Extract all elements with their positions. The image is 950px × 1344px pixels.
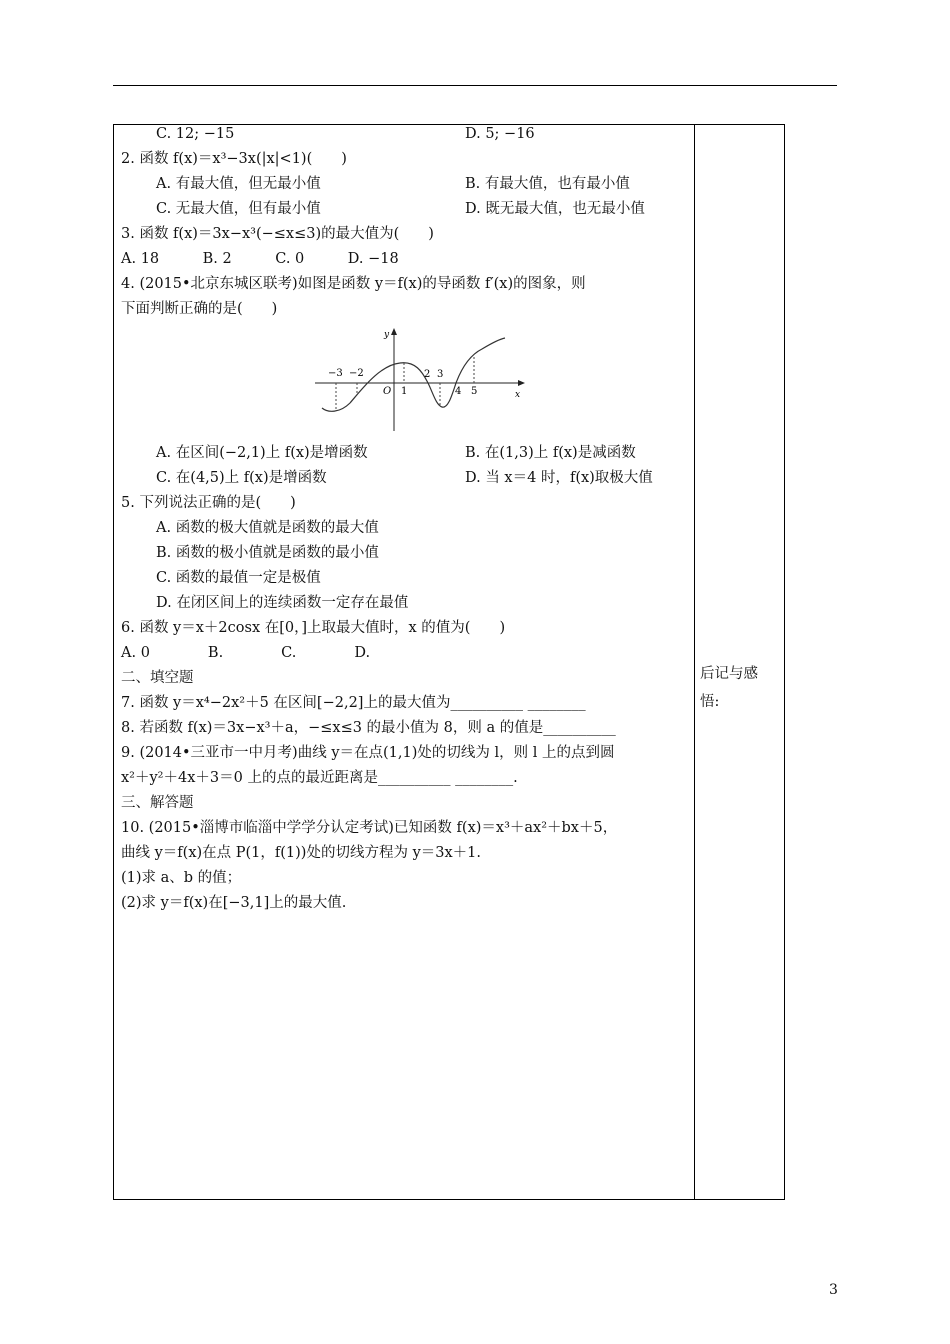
side-note: 后记与感 悟: (700, 666, 758, 710)
text-line: A. 有最大值，但无最小值 (156, 176, 321, 192)
text-line: 三、解答题 (121, 795, 194, 811)
text-line: 8. 若函数 f(x)＝3x−x³＋a，−≤x≤3 的最小值为 8，则 a 的值是__________ (121, 720, 616, 736)
tick-label-5: 5 (471, 386, 478, 397)
tick-label-4: 4 (455, 386, 462, 397)
y-axis-label: y (384, 330, 390, 340)
text-line: D. 既无最大值，也无最小值 (465, 201, 645, 217)
text-line: B. 函数的极小值就是函数的最小值 (156, 545, 379, 561)
text-line: (1)求 a、b 的值； (121, 870, 242, 886)
text-line: x²＋y²＋4x＋3＝0 上的点的最近距离是__________ ________. (121, 770, 518, 786)
origin-label: O (383, 386, 392, 397)
text-line: 下面判断正确的是( ) (121, 301, 278, 317)
tick-label-1: 1 (401, 386, 408, 397)
text-line: 5. 下列说法正确的是( ) (121, 495, 296, 511)
text-line: C. 函数的最值一定是极值 (156, 570, 321, 586)
column-divider (694, 124, 695, 1200)
text-line: A. 18 B. 2 C. 0 D. −18 (121, 251, 399, 267)
page-number: 3 (829, 1282, 838, 1298)
text-line: (2)求 y＝f(x)在[−3,1]上的最大值. (121, 895, 347, 911)
tick-label-3: 3 (437, 369, 444, 380)
text-line: 曲线 y＝f(x)在点 P(1，f(1))处的切线方程为 y＝3x＋1. (121, 845, 482, 861)
tick-label-m2: −2 (349, 368, 364, 379)
text-line: D. 5; −16 (465, 126, 535, 142)
text-line: 3. 函数 f(x)＝3x−x³(−≤x≤3)的最大值为( ) (121, 226, 434, 242)
x-axis-arrow (518, 380, 525, 386)
tick-label-2: 2 (424, 369, 431, 380)
text-line: 2. 函数 f(x)＝x³−3x(|x|<1)( ) (121, 151, 347, 167)
y-axis-arrow (391, 328, 397, 335)
text-line: B. 在(1,3)上 f(x)是减函数 (465, 445, 636, 461)
x-axis-label: x (515, 390, 521, 400)
text-line: 4. (2015•北京东城区联考)如图是函数 y＝f(x)的导函数 f′(x)的图象，则 (121, 276, 586, 292)
text-line: 9. (2014•三亚市一中月考)曲线 y＝在点(1,1)处的切线为 l，则 l 上的点到圆 (121, 745, 615, 761)
text-line: C. 在(4,5)上 f(x)是增函数 (156, 470, 327, 486)
text-line: A. 函数的极大值就是函数的最大值 (156, 520, 379, 536)
derivative-graph (310, 323, 535, 435)
text-line: C. 12; −15 (156, 126, 235, 142)
text-line: D. 当 x＝4 时，f(x)取极大值 (465, 470, 653, 486)
text-line: A. 0 B. C. D. (121, 645, 371, 661)
text-line: D. 在闭区间上的连续函数一定存在最值 (156, 595, 409, 611)
text-line: A. 在区间(−2,1)上 f(x)是增函数 (156, 445, 368, 461)
text-line: 6. 函数 y＝x＋2cosx 在[0，]上取最大值时，x 的值为( ) (121, 620, 506, 636)
text-line: 二、填空题 (121, 670, 194, 686)
text-line: 10. (2015•淄博市临淄中学学分认定考试)已知函数 f(x)＝x³＋ax²＋bx＋5， (121, 820, 618, 836)
header-rule (113, 85, 837, 86)
text-line: C. 无最大值，但有最小值 (156, 201, 321, 217)
text-line: B. 有最大值，也有最小值 (465, 176, 630, 192)
tick-label-m3: −3 (328, 368, 343, 379)
text-line: 7. 函数 y＝x⁴−2x²＋5 在区间[−2,2]上的最大值为__________ ________ (121, 695, 586, 711)
